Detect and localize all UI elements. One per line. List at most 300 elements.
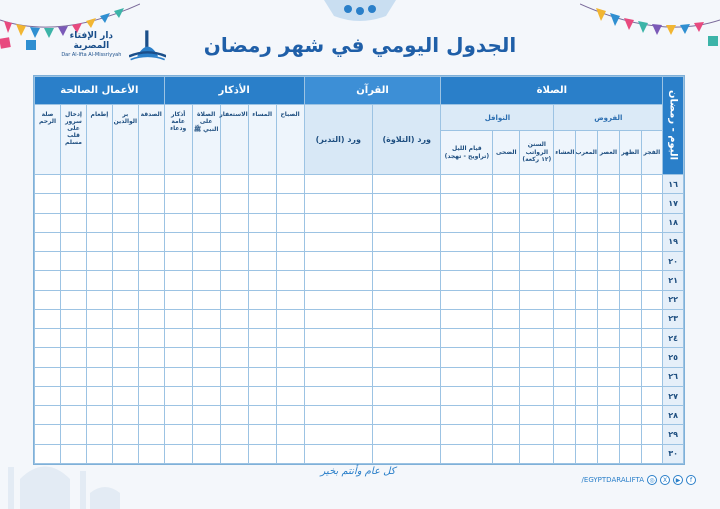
checkbox-cell[interactable] xyxy=(576,386,598,405)
checkbox-cell[interactable] xyxy=(138,252,164,271)
checkbox-cell[interactable] xyxy=(373,175,441,194)
checkbox-cell[interactable] xyxy=(138,444,164,463)
checkbox-cell[interactable] xyxy=(138,406,164,425)
checkbox-cell[interactable] xyxy=(576,329,598,348)
checkbox-cell[interactable] xyxy=(641,406,663,425)
checkbox-cell[interactable] xyxy=(304,232,372,251)
checkbox-cell[interactable] xyxy=(597,213,619,232)
checkbox-cell[interactable] xyxy=(373,348,441,367)
checkbox-cell[interactable] xyxy=(441,444,493,463)
checkbox-cell[interactable] xyxy=(276,252,304,271)
checkbox-cell[interactable] xyxy=(554,194,576,213)
checkbox-cell[interactable] xyxy=(554,425,576,444)
checkbox-cell[interactable] xyxy=(61,329,87,348)
checkbox-cell[interactable] xyxy=(276,290,304,309)
checkbox-cell[interactable] xyxy=(112,367,138,386)
checkbox-cell[interactable] xyxy=(112,386,138,405)
checkbox-cell[interactable] xyxy=(35,386,61,405)
checkbox-cell[interactable] xyxy=(112,348,138,367)
checkbox-cell[interactable] xyxy=(493,348,520,367)
checkbox-cell[interactable] xyxy=(138,194,164,213)
checkbox-cell[interactable] xyxy=(493,386,520,405)
checkbox-cell[interactable] xyxy=(520,386,554,405)
checkbox-cell[interactable] xyxy=(276,271,304,290)
checkbox-cell[interactable] xyxy=(554,232,576,251)
checkbox-cell[interactable] xyxy=(597,194,619,213)
checkbox-cell[interactable] xyxy=(35,213,61,232)
checkbox-cell[interactable] xyxy=(373,386,441,405)
checkbox-cell[interactable] xyxy=(493,329,520,348)
checkbox-cell[interactable] xyxy=(248,290,276,309)
checkbox-cell[interactable] xyxy=(35,175,61,194)
youtube-icon[interactable]: ▶ xyxy=(673,475,683,485)
checkbox-cell[interactable] xyxy=(276,386,304,405)
checkbox-cell[interactable] xyxy=(619,271,641,290)
checkbox-cell[interactable] xyxy=(554,348,576,367)
checkbox-cell[interactable] xyxy=(373,194,441,213)
checkbox-cell[interactable] xyxy=(304,194,372,213)
checkbox-cell[interactable] xyxy=(220,367,248,386)
checkbox-cell[interactable] xyxy=(112,406,138,425)
checkbox-cell[interactable] xyxy=(619,309,641,328)
checkbox-cell[interactable] xyxy=(192,444,220,463)
checkbox-cell[interactable] xyxy=(276,175,304,194)
checkbox-cell[interactable] xyxy=(220,386,248,405)
checkbox-cell[interactable] xyxy=(619,386,641,405)
checkbox-cell[interactable] xyxy=(493,175,520,194)
checkbox-cell[interactable] xyxy=(86,252,112,271)
checkbox-cell[interactable] xyxy=(619,348,641,367)
checkbox-cell[interactable] xyxy=(619,290,641,309)
instagram-icon[interactable]: ◎ xyxy=(647,475,657,485)
checkbox-cell[interactable] xyxy=(597,290,619,309)
checkbox-cell[interactable] xyxy=(248,425,276,444)
checkbox-cell[interactable] xyxy=(304,309,372,328)
checkbox-cell[interactable] xyxy=(86,348,112,367)
checkbox-cell[interactable] xyxy=(164,213,192,232)
checkbox-cell[interactable] xyxy=(192,194,220,213)
checkbox-cell[interactable] xyxy=(164,444,192,463)
checkbox-cell[interactable] xyxy=(554,309,576,328)
checkbox-cell[interactable] xyxy=(164,386,192,405)
checkbox-cell[interactable] xyxy=(220,425,248,444)
checkbox-cell[interactable] xyxy=(138,213,164,232)
checkbox-cell[interactable] xyxy=(192,348,220,367)
checkbox-cell[interactable] xyxy=(112,213,138,232)
checkbox-cell[interactable] xyxy=(276,348,304,367)
checkbox-cell[interactable] xyxy=(619,194,641,213)
checkbox-cell[interactable] xyxy=(276,213,304,232)
checkbox-cell[interactable] xyxy=(304,406,372,425)
checkbox-cell[interactable] xyxy=(164,406,192,425)
checkbox-cell[interactable] xyxy=(248,329,276,348)
checkbox-cell[interactable] xyxy=(641,329,663,348)
checkbox-cell[interactable] xyxy=(35,232,61,251)
checkbox-cell[interactable] xyxy=(554,367,576,386)
checkbox-cell[interactable] xyxy=(373,444,441,463)
checkbox-cell[interactable] xyxy=(61,386,87,405)
checkbox-cell[interactable] xyxy=(619,329,641,348)
checkbox-cell[interactable] xyxy=(576,252,598,271)
checkbox-cell[interactable] xyxy=(86,309,112,328)
checkbox-cell[interactable] xyxy=(248,367,276,386)
checkbox-cell[interactable] xyxy=(220,309,248,328)
checkbox-cell[interactable] xyxy=(441,367,493,386)
checkbox-cell[interactable] xyxy=(304,348,372,367)
checkbox-cell[interactable] xyxy=(138,290,164,309)
checkbox-cell[interactable] xyxy=(619,367,641,386)
checkbox-cell[interactable] xyxy=(220,348,248,367)
checkbox-cell[interactable] xyxy=(619,213,641,232)
checkbox-cell[interactable] xyxy=(112,329,138,348)
checkbox-cell[interactable] xyxy=(441,309,493,328)
checkbox-cell[interactable] xyxy=(220,444,248,463)
checkbox-cell[interactable] xyxy=(276,232,304,251)
checkbox-cell[interactable] xyxy=(86,406,112,425)
checkbox-cell[interactable] xyxy=(304,290,372,309)
checkbox-cell[interactable] xyxy=(576,406,598,425)
checkbox-cell[interactable] xyxy=(276,444,304,463)
checkbox-cell[interactable] xyxy=(61,290,87,309)
checkbox-cell[interactable] xyxy=(554,252,576,271)
checkbox-cell[interactable] xyxy=(576,290,598,309)
checkbox-cell[interactable] xyxy=(493,194,520,213)
checkbox-cell[interactable] xyxy=(597,348,619,367)
checkbox-cell[interactable] xyxy=(576,232,598,251)
checkbox-cell[interactable] xyxy=(641,348,663,367)
checkbox-cell[interactable] xyxy=(520,309,554,328)
checkbox-cell[interactable] xyxy=(619,175,641,194)
checkbox-cell[interactable] xyxy=(597,175,619,194)
checkbox-cell[interactable] xyxy=(276,194,304,213)
checkbox-cell[interactable] xyxy=(61,309,87,328)
checkbox-cell[interactable] xyxy=(554,386,576,405)
checkbox-cell[interactable] xyxy=(138,232,164,251)
checkbox-cell[interactable] xyxy=(304,367,372,386)
checkbox-cell[interactable] xyxy=(641,425,663,444)
checkbox-cell[interactable] xyxy=(276,425,304,444)
checkbox-cell[interactable] xyxy=(441,348,493,367)
checkbox-cell[interactable] xyxy=(441,271,493,290)
checkbox-cell[interactable] xyxy=(373,309,441,328)
checkbox-cell[interactable] xyxy=(35,252,61,271)
checkbox-cell[interactable] xyxy=(220,290,248,309)
checkbox-cell[interactable] xyxy=(520,252,554,271)
checkbox-cell[interactable] xyxy=(35,309,61,328)
checkbox-cell[interactable] xyxy=(641,252,663,271)
checkbox-cell[interactable] xyxy=(441,425,493,444)
checkbox-cell[interactable] xyxy=(576,213,598,232)
checkbox-cell[interactable] xyxy=(61,232,87,251)
checkbox-cell[interactable] xyxy=(35,348,61,367)
checkbox-cell[interactable] xyxy=(373,406,441,425)
checkbox-cell[interactable] xyxy=(493,425,520,444)
checkbox-cell[interactable] xyxy=(576,175,598,194)
checkbox-cell[interactable] xyxy=(597,386,619,405)
checkbox-cell[interactable] xyxy=(493,271,520,290)
checkbox-cell[interactable] xyxy=(554,175,576,194)
checkbox-cell[interactable] xyxy=(61,406,87,425)
checkbox-cell[interactable] xyxy=(520,348,554,367)
checkbox-cell[interactable] xyxy=(192,367,220,386)
checkbox-cell[interactable] xyxy=(520,194,554,213)
checkbox-cell[interactable] xyxy=(441,290,493,309)
checkbox-cell[interactable] xyxy=(192,213,220,232)
checkbox-cell[interactable] xyxy=(86,367,112,386)
checkbox-cell[interactable] xyxy=(576,348,598,367)
checkbox-cell[interactable] xyxy=(520,232,554,251)
checkbox-cell[interactable] xyxy=(112,290,138,309)
checkbox-cell[interactable] xyxy=(520,213,554,232)
checkbox-cell[interactable] xyxy=(520,425,554,444)
checkbox-cell[interactable] xyxy=(520,367,554,386)
checkbox-cell[interactable] xyxy=(441,213,493,232)
x-icon[interactable]: X xyxy=(660,475,670,485)
checkbox-cell[interactable] xyxy=(35,290,61,309)
checkbox-cell[interactable] xyxy=(164,309,192,328)
checkbox-cell[interactable] xyxy=(86,425,112,444)
checkbox-cell[interactable] xyxy=(248,252,276,271)
checkbox-cell[interactable] xyxy=(641,367,663,386)
checkbox-cell[interactable] xyxy=(373,271,441,290)
checkbox-cell[interactable] xyxy=(441,252,493,271)
checkbox-cell[interactable] xyxy=(164,348,192,367)
checkbox-cell[interactable] xyxy=(61,348,87,367)
checkbox-cell[interactable] xyxy=(597,232,619,251)
checkbox-cell[interactable] xyxy=(192,271,220,290)
checkbox-cell[interactable] xyxy=(304,425,372,444)
checkbox-cell[interactable] xyxy=(597,271,619,290)
checkbox-cell[interactable] xyxy=(86,232,112,251)
checkbox-cell[interactable] xyxy=(220,175,248,194)
checkbox-cell[interactable] xyxy=(164,367,192,386)
checkbox-cell[interactable] xyxy=(276,406,304,425)
checkbox-cell[interactable] xyxy=(493,232,520,251)
checkbox-cell[interactable] xyxy=(248,386,276,405)
checkbox-cell[interactable] xyxy=(164,290,192,309)
checkbox-cell[interactable] xyxy=(164,194,192,213)
checkbox-cell[interactable] xyxy=(441,194,493,213)
checkbox-cell[interactable] xyxy=(520,406,554,425)
checkbox-cell[interactable] xyxy=(597,444,619,463)
checkbox-cell[interactable] xyxy=(641,444,663,463)
checkbox-cell[interactable] xyxy=(192,232,220,251)
checkbox-cell[interactable] xyxy=(61,425,87,444)
checkbox-cell[interactable] xyxy=(86,213,112,232)
checkbox-cell[interactable] xyxy=(192,406,220,425)
checkbox-cell[interactable] xyxy=(248,444,276,463)
checkbox-cell[interactable] xyxy=(220,271,248,290)
checkbox-cell[interactable] xyxy=(35,406,61,425)
checkbox-cell[interactable] xyxy=(520,444,554,463)
checkbox-cell[interactable] xyxy=(112,309,138,328)
checkbox-cell[interactable] xyxy=(576,309,598,328)
checkbox-cell[interactable] xyxy=(441,406,493,425)
checkbox-cell[interactable] xyxy=(373,213,441,232)
checkbox-cell[interactable] xyxy=(192,329,220,348)
checkbox-cell[interactable] xyxy=(441,386,493,405)
checkbox-cell[interactable] xyxy=(61,194,87,213)
checkbox-cell[interactable] xyxy=(112,252,138,271)
checkbox-cell[interactable] xyxy=(61,252,87,271)
checkbox-cell[interactable] xyxy=(304,271,372,290)
checkbox-cell[interactable] xyxy=(373,252,441,271)
checkbox-cell[interactable] xyxy=(112,194,138,213)
checkbox-cell[interactable] xyxy=(86,271,112,290)
checkbox-cell[interactable] xyxy=(304,329,372,348)
checkbox-cell[interactable] xyxy=(597,406,619,425)
checkbox-cell[interactable] xyxy=(192,252,220,271)
checkbox-cell[interactable] xyxy=(554,406,576,425)
checkbox-cell[interactable] xyxy=(554,290,576,309)
checkbox-cell[interactable] xyxy=(619,252,641,271)
checkbox-cell[interactable] xyxy=(641,386,663,405)
checkbox-cell[interactable] xyxy=(520,175,554,194)
checkbox-cell[interactable] xyxy=(441,329,493,348)
checkbox-cell[interactable] xyxy=(86,175,112,194)
social-handle[interactable]: /EGYPTDARALIFTA xyxy=(581,476,644,484)
checkbox-cell[interactable] xyxy=(61,175,87,194)
checkbox-cell[interactable] xyxy=(373,329,441,348)
checkbox-cell[interactable] xyxy=(220,232,248,251)
checkbox-cell[interactable] xyxy=(641,232,663,251)
facebook-icon[interactable]: f xyxy=(686,475,696,485)
checkbox-cell[interactable] xyxy=(35,194,61,213)
checkbox-cell[interactable] xyxy=(220,406,248,425)
checkbox-cell[interactable] xyxy=(164,252,192,271)
checkbox-cell[interactable] xyxy=(304,213,372,232)
checkbox-cell[interactable] xyxy=(86,386,112,405)
checkbox-cell[interactable] xyxy=(61,367,87,386)
checkbox-cell[interactable] xyxy=(619,425,641,444)
checkbox-cell[interactable] xyxy=(597,329,619,348)
checkbox-cell[interactable] xyxy=(641,194,663,213)
checkbox-cell[interactable] xyxy=(112,425,138,444)
checkbox-cell[interactable] xyxy=(554,271,576,290)
checkbox-cell[interactable] xyxy=(493,290,520,309)
checkbox-cell[interactable] xyxy=(493,367,520,386)
checkbox-cell[interactable] xyxy=(220,252,248,271)
checkbox-cell[interactable] xyxy=(112,232,138,251)
checkbox-cell[interactable] xyxy=(304,252,372,271)
checkbox-cell[interactable] xyxy=(164,175,192,194)
checkbox-cell[interactable] xyxy=(35,271,61,290)
checkbox-cell[interactable] xyxy=(441,232,493,251)
checkbox-cell[interactable] xyxy=(493,444,520,463)
checkbox-cell[interactable] xyxy=(619,406,641,425)
checkbox-cell[interactable] xyxy=(164,271,192,290)
checkbox-cell[interactable] xyxy=(520,329,554,348)
checkbox-cell[interactable] xyxy=(138,386,164,405)
checkbox-cell[interactable] xyxy=(641,175,663,194)
checkbox-cell[interactable] xyxy=(192,425,220,444)
checkbox-cell[interactable] xyxy=(192,386,220,405)
checkbox-cell[interactable] xyxy=(164,425,192,444)
checkbox-cell[interactable] xyxy=(373,290,441,309)
checkbox-cell[interactable] xyxy=(112,175,138,194)
checkbox-cell[interactable] xyxy=(248,175,276,194)
checkbox-cell[interactable] xyxy=(276,367,304,386)
checkbox-cell[interactable] xyxy=(164,232,192,251)
checkbox-cell[interactable] xyxy=(35,329,61,348)
checkbox-cell[interactable] xyxy=(641,290,663,309)
checkbox-cell[interactable] xyxy=(86,329,112,348)
checkbox-cell[interactable] xyxy=(619,444,641,463)
checkbox-cell[interactable] xyxy=(373,232,441,251)
checkbox-cell[interactable] xyxy=(138,367,164,386)
checkbox-cell[interactable] xyxy=(164,329,192,348)
checkbox-cell[interactable] xyxy=(576,194,598,213)
checkbox-cell[interactable] xyxy=(86,290,112,309)
checkbox-cell[interactable] xyxy=(554,444,576,463)
checkbox-cell[interactable] xyxy=(576,367,598,386)
checkbox-cell[interactable] xyxy=(576,271,598,290)
checkbox-cell[interactable] xyxy=(493,309,520,328)
checkbox-cell[interactable] xyxy=(220,194,248,213)
checkbox-cell[interactable] xyxy=(597,252,619,271)
checkbox-cell[interactable] xyxy=(138,348,164,367)
checkbox-cell[interactable] xyxy=(248,348,276,367)
checkbox-cell[interactable] xyxy=(192,290,220,309)
checkbox-cell[interactable] xyxy=(138,309,164,328)
checkbox-cell[interactable] xyxy=(304,444,372,463)
checkbox-cell[interactable] xyxy=(138,175,164,194)
checkbox-cell[interactable] xyxy=(554,329,576,348)
checkbox-cell[interactable] xyxy=(304,175,372,194)
checkbox-cell[interactable] xyxy=(641,309,663,328)
checkbox-cell[interactable] xyxy=(248,213,276,232)
checkbox-cell[interactable] xyxy=(576,425,598,444)
checkbox-cell[interactable] xyxy=(304,386,372,405)
checkbox-cell[interactable] xyxy=(373,367,441,386)
checkbox-cell[interactable] xyxy=(276,309,304,328)
checkbox-cell[interactable] xyxy=(192,309,220,328)
checkbox-cell[interactable] xyxy=(554,213,576,232)
checkbox-cell[interactable] xyxy=(138,271,164,290)
checkbox-cell[interactable] xyxy=(192,175,220,194)
checkbox-cell[interactable] xyxy=(35,425,61,444)
checkbox-cell[interactable] xyxy=(220,329,248,348)
checkbox-cell[interactable] xyxy=(35,367,61,386)
checkbox-cell[interactable] xyxy=(641,271,663,290)
checkbox-cell[interactable] xyxy=(597,425,619,444)
checkbox-cell[interactable] xyxy=(493,406,520,425)
checkbox-cell[interactable] xyxy=(576,444,598,463)
checkbox-cell[interactable] xyxy=(520,290,554,309)
checkbox-cell[interactable] xyxy=(220,213,248,232)
checkbox-cell[interactable] xyxy=(61,271,87,290)
checkbox-cell[interactable] xyxy=(641,213,663,232)
checkbox-cell[interactable] xyxy=(520,271,554,290)
checkbox-cell[interactable] xyxy=(597,309,619,328)
checkbox-cell[interactable] xyxy=(248,194,276,213)
checkbox-cell[interactable] xyxy=(493,213,520,232)
checkbox-cell[interactable] xyxy=(248,232,276,251)
checkbox-cell[interactable] xyxy=(441,175,493,194)
checkbox-cell[interactable] xyxy=(248,309,276,328)
checkbox-cell[interactable] xyxy=(276,329,304,348)
checkbox-cell[interactable] xyxy=(597,367,619,386)
checkbox-cell[interactable] xyxy=(112,271,138,290)
checkbox-cell[interactable] xyxy=(248,271,276,290)
checkbox-cell[interactable] xyxy=(493,252,520,271)
checkbox-cell[interactable] xyxy=(373,425,441,444)
checkbox-cell[interactable] xyxy=(248,406,276,425)
checkbox-cell[interactable] xyxy=(61,213,87,232)
checkbox-cell[interactable] xyxy=(86,194,112,213)
checkbox-cell[interactable] xyxy=(138,425,164,444)
checkbox-cell[interactable] xyxy=(138,329,164,348)
